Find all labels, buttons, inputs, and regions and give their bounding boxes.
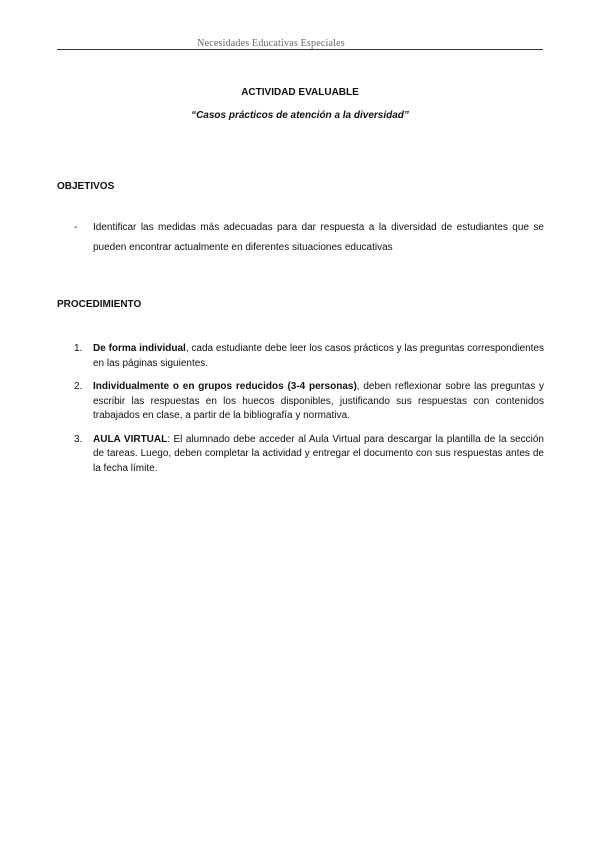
document-subtitle: “Casos prácticos de atención a la diversidad” — [191, 110, 409, 121]
item-bold-lead: AULA VIRTUAL — [93, 433, 168, 445]
objective-item — [74, 218, 544, 258]
header-rule — [57, 49, 543, 50]
dash-bullet: - — [74, 222, 78, 233]
item-text: , deben reflexionar sobre las preguntas y escribir las respuestas en los huecos disponibles, justificando sus respuestas con contenidos trabajados en clase, a partir de la bibliografía y normativa. — [93, 381, 544, 421]
item-bold-lead: Individualmente o en grupos reducidos (3-4 personas) — [93, 381, 357, 392]
procedure-item — [74, 342, 544, 371]
document-title: ACTIVIDAD EVALUABLE — [241, 87, 359, 98]
item-number: 1. — [74, 343, 83, 354]
objectives-heading: OBJETIVOS — [57, 181, 115, 192]
item-text: , cada estudiante debe leer los casos prácticos y las preguntas correspondientes en las páginas siguientes. — [93, 343, 544, 369]
procedure-item — [74, 433, 544, 477]
running-header: Necesidades Educativas Especiales — [197, 38, 345, 49]
item-text: : El alumnado debe acceder al Aula Virtual para descargar la plantilla de la sección de tareas. Luego, deben completar la actividad y entregar el documento con sus respuestas antes de la fecha límite. — [93, 433, 544, 474]
item-number: 3. — [74, 433, 83, 445]
procedure-heading: PROCEDIMIENTO — [57, 299, 142, 310]
procedure-list — [74, 342, 544, 485]
item-bold-lead: De forma individual — [93, 343, 186, 354]
objective-text: Identificar las medidas más adecuadas para dar respuesta a la diversidad de estudiantes que se pueden encontrar actualmente en diferentes situaciones educativas — [93, 222, 544, 253]
procedure-item — [74, 380, 544, 424]
item-number: 2. — [74, 381, 83, 392]
